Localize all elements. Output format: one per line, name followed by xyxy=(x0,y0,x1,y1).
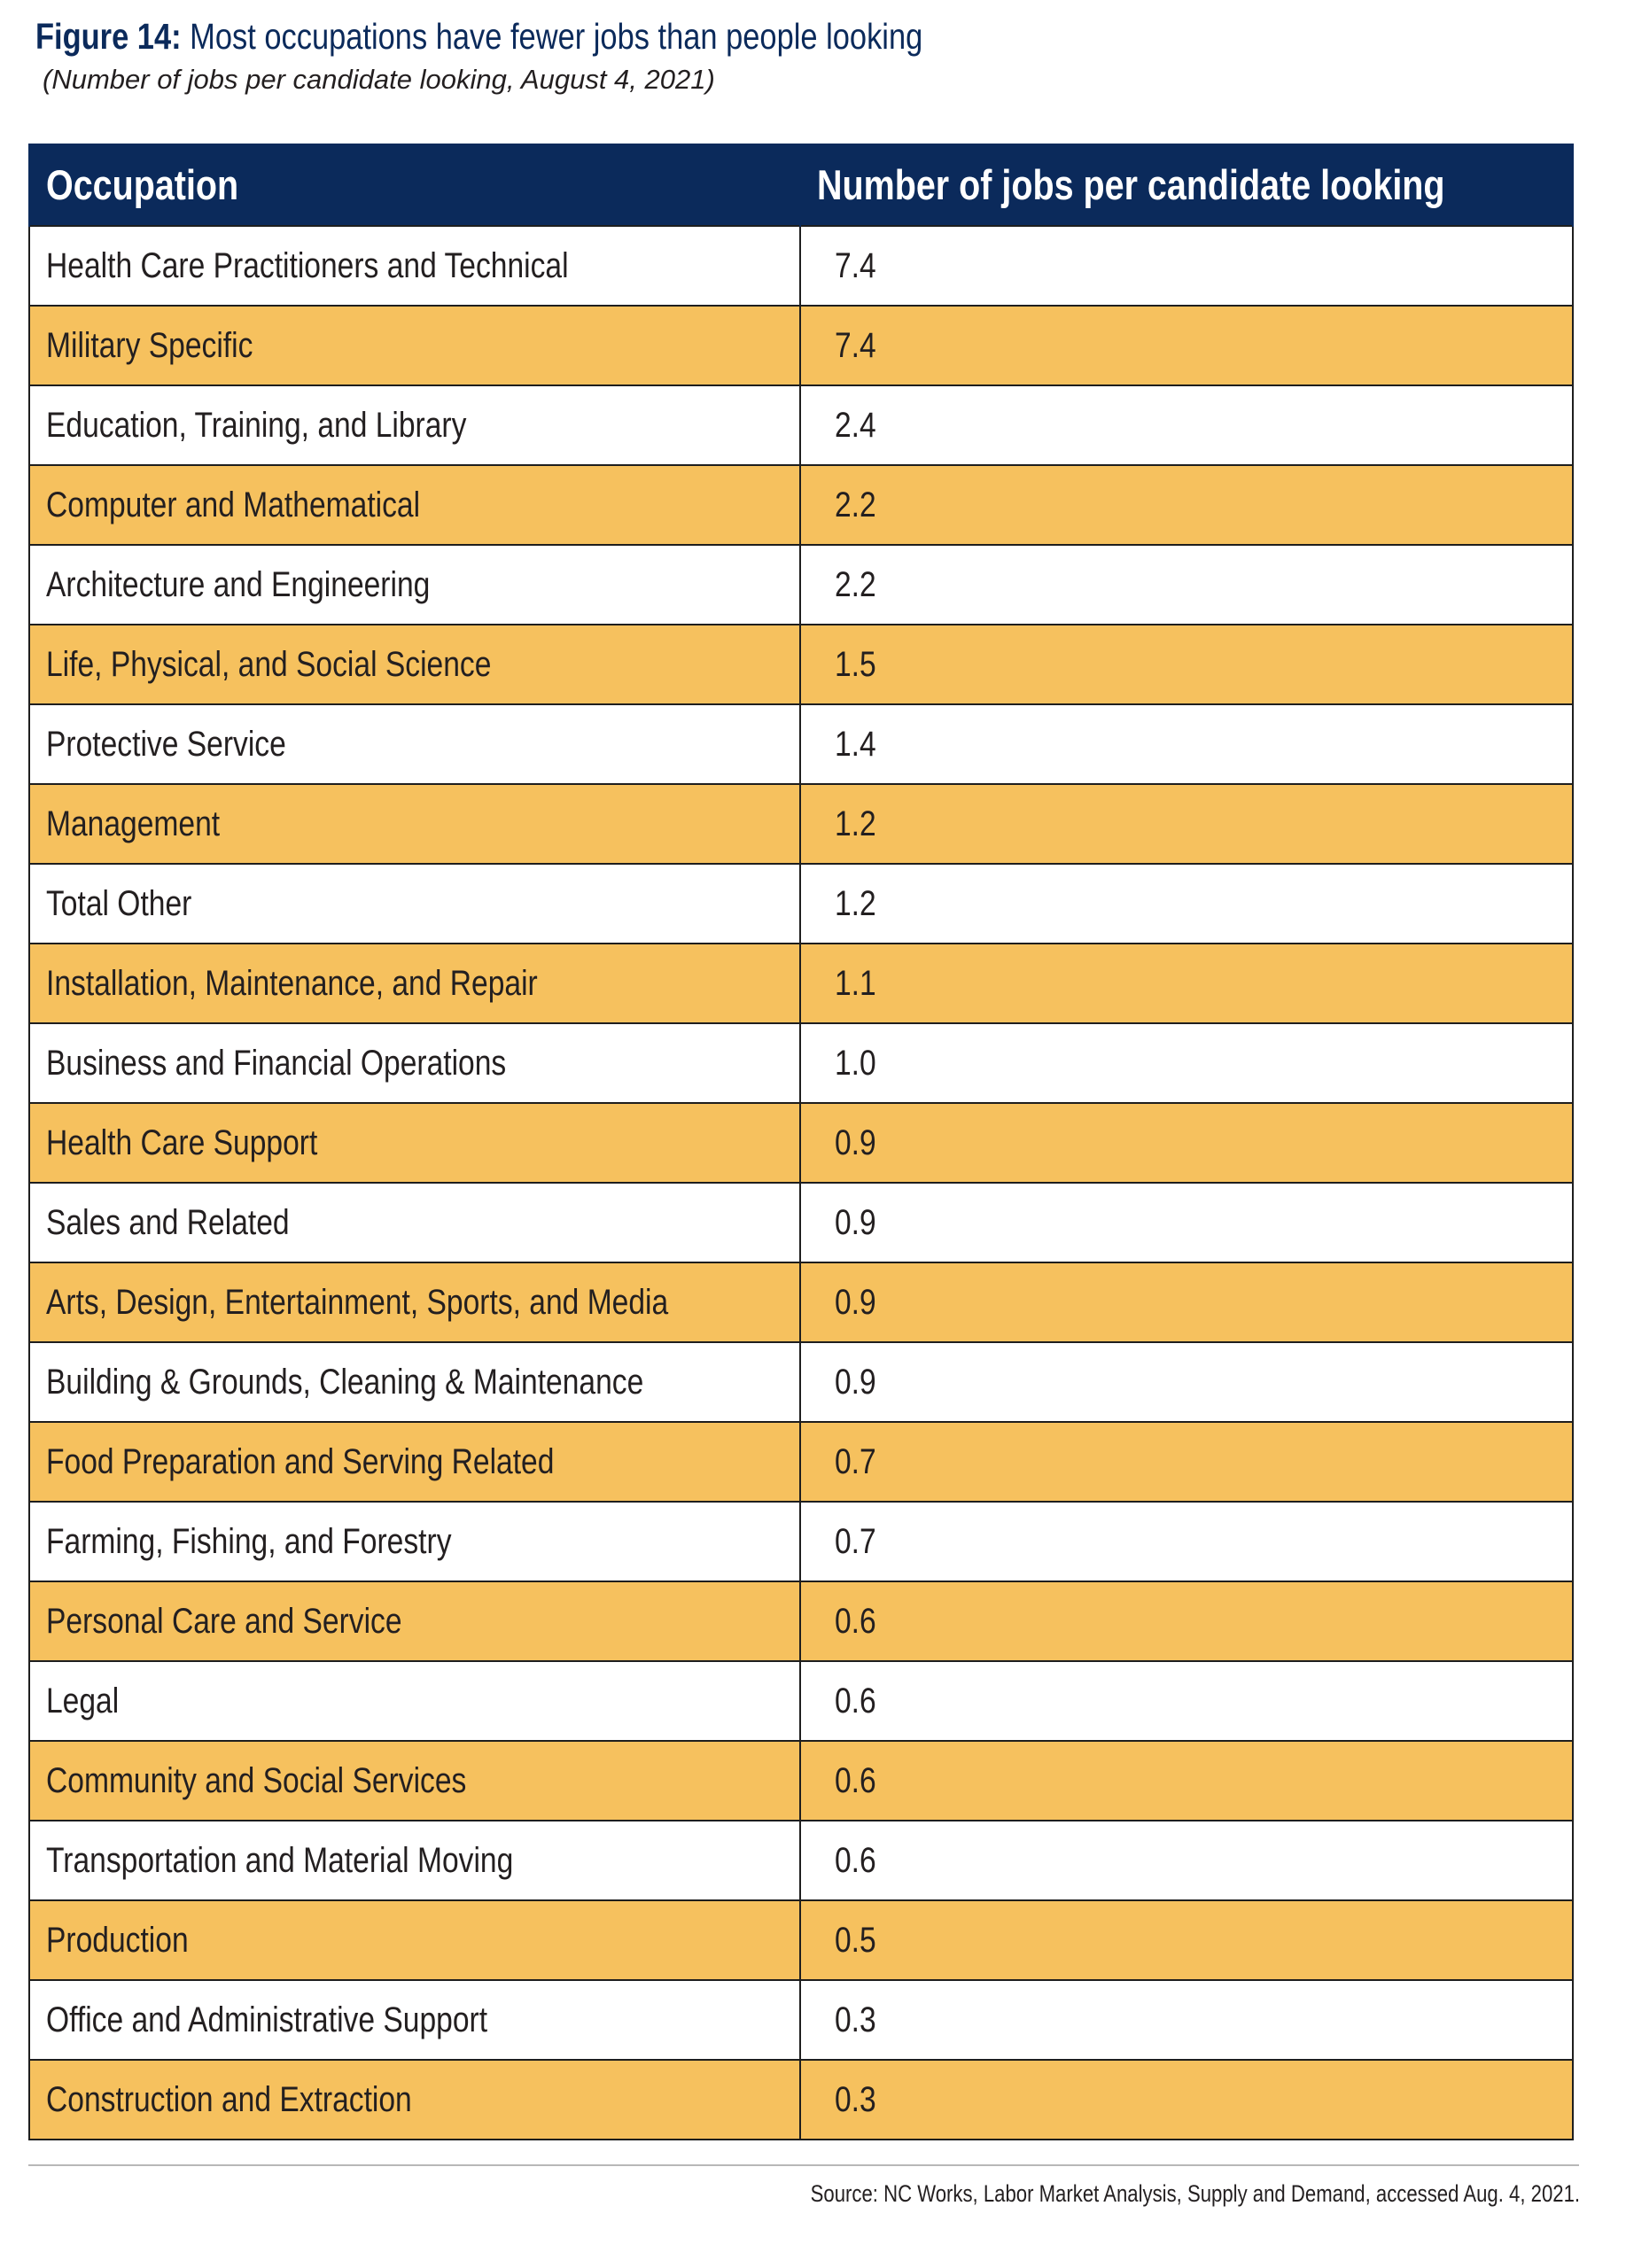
jobs-per-candidate-value: 1.5 xyxy=(835,644,876,684)
jobs-per-candidate-value: 0.9 xyxy=(835,1362,876,1402)
table-row xyxy=(29,1023,1573,1103)
table-row xyxy=(29,784,1573,864)
source-note: Source: NC Works, Labor Market Analysis, Supply and Demand, accessed Aug. 4, 2021. xyxy=(810,2180,1580,2207)
jobs-per-candidate-cell xyxy=(800,784,1573,864)
table-row xyxy=(29,1502,1573,1581)
occupation-cell xyxy=(29,465,800,545)
occupation-cell xyxy=(29,864,800,944)
table-row xyxy=(29,625,1573,704)
table-row xyxy=(29,465,1573,545)
occupation-name: Personal Care and Service xyxy=(46,1601,402,1641)
occupation-name: Building & Grounds, Cleaning & Maintenance xyxy=(46,1362,644,1402)
jobs-per-candidate-cell xyxy=(800,1821,1573,1900)
occupation-name: Architecture and Engineering xyxy=(46,564,431,604)
table-row xyxy=(29,1342,1573,1422)
occupation-name: Health Care Practitioners and Technical xyxy=(46,245,569,285)
jobs-per-candidate-value: 1.4 xyxy=(835,724,876,764)
occupation-cell xyxy=(29,1183,800,1262)
jobs-per-candidate-value: 0.7 xyxy=(835,1441,876,1481)
figure-title xyxy=(35,11,922,62)
occupation-cell xyxy=(29,625,800,704)
occupation-cell xyxy=(29,1900,800,1980)
occupation-cell xyxy=(29,1422,800,1502)
jobs-per-candidate-cell xyxy=(800,1183,1573,1262)
jobs-per-candidate-value: 1.0 xyxy=(835,1043,876,1083)
header-row xyxy=(29,144,1573,226)
occupation-table xyxy=(28,144,1574,2140)
occupation-name: Farming, Fishing, and Forestry xyxy=(46,1521,452,1561)
occupation-cell xyxy=(29,1980,800,2060)
table-header xyxy=(29,144,1573,226)
jobs-per-candidate-cell xyxy=(800,545,1573,625)
table-row xyxy=(29,1821,1573,1900)
jobs-per-candidate-value: 2.2 xyxy=(835,564,876,604)
table-row xyxy=(29,704,1573,784)
occupation-cell xyxy=(29,1821,800,1900)
occupation-name: Protective Service xyxy=(46,724,286,764)
occupation-cell xyxy=(29,944,800,1023)
jobs-per-candidate-value: 1.1 xyxy=(835,963,876,1003)
table-body xyxy=(29,226,1573,2140)
occupation-name: Life, Physical, and Social Science xyxy=(46,644,492,684)
occupation-cell xyxy=(29,2060,800,2140)
table-row xyxy=(29,1262,1573,1342)
table-row xyxy=(29,1103,1573,1183)
column-header-occupation-label: Occupation xyxy=(46,160,239,208)
occupation-cell xyxy=(29,784,800,864)
jobs-per-candidate-value: 0.5 xyxy=(835,1920,876,1960)
occupation-cell xyxy=(29,1661,800,1741)
jobs-per-candidate-value: 0.7 xyxy=(835,1521,876,1561)
occupation-name: Construction and Extraction xyxy=(46,2079,412,2119)
jobs-per-candidate-cell xyxy=(800,1262,1573,1342)
occupation-name: Sales and Related xyxy=(46,1202,290,1242)
jobs-per-candidate-value: 7.4 xyxy=(835,245,876,285)
occupation-name: Office and Administrative Support xyxy=(46,2000,488,2039)
column-header-jobs-per-candidate xyxy=(800,144,1573,226)
occupation-cell xyxy=(29,226,800,306)
jobs-per-candidate-cell xyxy=(800,1581,1573,1661)
jobs-per-candidate-value: 1.2 xyxy=(835,883,876,923)
jobs-per-candidate-cell xyxy=(800,625,1573,704)
column-header-jobs-per-candidate-label: Number of jobs per candidate looking xyxy=(817,160,1445,208)
jobs-per-candidate-cell xyxy=(800,2060,1573,2140)
occupation-name: Business and Financial Operations xyxy=(46,1043,507,1083)
jobs-per-candidate-value: 0.6 xyxy=(835,1840,876,1880)
jobs-per-candidate-value: 1.2 xyxy=(835,804,876,843)
jobs-per-candidate-value: 0.6 xyxy=(835,1760,876,1800)
figure-title-text: Most occupations have fewer jobs than people looking xyxy=(190,16,923,57)
occupation-cell xyxy=(29,1262,800,1342)
jobs-per-candidate-value: 0.9 xyxy=(835,1282,876,1322)
occupation-cell xyxy=(29,1741,800,1821)
jobs-per-candidate-cell xyxy=(800,1103,1573,1183)
jobs-per-candidate-cell xyxy=(800,1342,1573,1422)
table-row xyxy=(29,1741,1573,1821)
jobs-per-candidate-cell xyxy=(800,1023,1573,1103)
jobs-per-candidate-value: 0.3 xyxy=(835,2079,876,2119)
occupation-cell xyxy=(29,306,800,385)
jobs-per-candidate-cell xyxy=(800,1900,1573,1980)
occupation-name: Education, Training, and Library xyxy=(46,405,467,445)
jobs-per-candidate-cell xyxy=(800,1741,1573,1821)
jobs-per-candidate-cell xyxy=(800,465,1573,545)
jobs-per-candidate-value: 0.9 xyxy=(835,1122,876,1162)
occupation-name: Installation, Maintenance, and Repair xyxy=(46,963,538,1003)
jobs-per-candidate-cell xyxy=(800,704,1573,784)
jobs-per-candidate-cell xyxy=(800,226,1573,306)
jobs-per-candidate-cell xyxy=(800,1980,1573,2060)
table-row xyxy=(29,1980,1573,2060)
jobs-per-candidate-value: 2.2 xyxy=(835,485,876,524)
jobs-per-candidate-cell xyxy=(800,1502,1573,1581)
jobs-per-candidate-cell xyxy=(800,1422,1573,1502)
jobs-per-candidate-value: 7.4 xyxy=(835,325,876,365)
table-row xyxy=(29,1581,1573,1661)
occupation-name: Arts, Design, Entertainment, Sports, and Media xyxy=(46,1282,669,1322)
occupation-cell xyxy=(29,385,800,465)
table-row xyxy=(29,944,1573,1023)
table-row xyxy=(29,864,1573,944)
occupation-name: Total Other xyxy=(46,883,192,923)
figure-subtitle: (Number of jobs per candidate looking, August 4, 2021) xyxy=(43,64,715,95)
divider xyxy=(28,2164,1579,2166)
jobs-per-candidate-cell xyxy=(800,385,1573,465)
column-header-occupation xyxy=(29,144,800,226)
occupation-cell xyxy=(29,1581,800,1661)
occupation-name: Production xyxy=(46,1920,189,1960)
jobs-per-candidate-cell xyxy=(800,864,1573,944)
occupation-cell xyxy=(29,1502,800,1581)
occupation-name: Health Care Support xyxy=(46,1122,318,1162)
table-row xyxy=(29,226,1573,306)
table-row xyxy=(29,1900,1573,1980)
occupation-cell xyxy=(29,1342,800,1422)
jobs-per-candidate-value: 0.6 xyxy=(835,1601,876,1641)
table-row xyxy=(29,1422,1573,1502)
occupation-cell xyxy=(29,704,800,784)
occupation-cell xyxy=(29,1103,800,1183)
table-row xyxy=(29,1661,1573,1741)
occupation-cell xyxy=(29,1023,800,1103)
jobs-per-candidate-cell xyxy=(800,306,1573,385)
jobs-per-candidate-value: 0.3 xyxy=(835,2000,876,2039)
occupation-name: Transportation and Material Moving xyxy=(46,1840,514,1880)
occupation-name: Legal xyxy=(46,1681,120,1720)
occupation-name: Computer and Mathematical xyxy=(46,485,421,524)
occupation-cell xyxy=(29,545,800,625)
jobs-per-candidate-value: 0.9 xyxy=(835,1202,876,1242)
occupation-name: Community and Social Services xyxy=(46,1760,467,1800)
table-row xyxy=(29,306,1573,385)
occupation-name: Military Specific xyxy=(46,325,253,365)
table-row xyxy=(29,2060,1573,2140)
jobs-per-candidate-cell xyxy=(800,944,1573,1023)
table-row xyxy=(29,1183,1573,1262)
jobs-per-candidate-cell xyxy=(800,1661,1573,1741)
jobs-per-candidate-value: 0.6 xyxy=(835,1681,876,1720)
figure-label: Figure 14: xyxy=(35,16,182,57)
table-row xyxy=(29,545,1573,625)
occupation-name: Food Preparation and Serving Related xyxy=(46,1441,555,1481)
occupation-name: Management xyxy=(46,804,221,843)
table-row xyxy=(29,385,1573,465)
jobs-per-candidate-value: 2.4 xyxy=(835,405,876,445)
